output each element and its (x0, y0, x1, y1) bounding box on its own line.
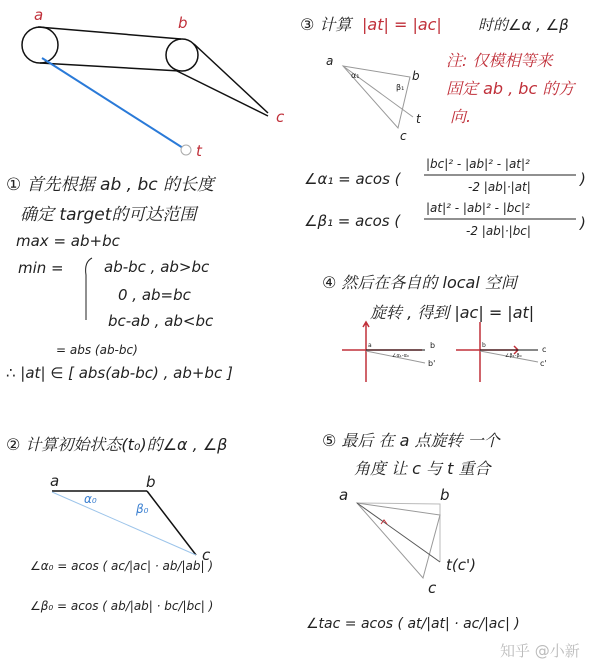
init-label-beta: β₀ (136, 502, 149, 516)
tri-label-alpha: α₁ (351, 71, 360, 80)
target-point (181, 145, 191, 155)
final-label-b: b (440, 486, 450, 504)
axes-a-angle: ∠α₁-α₀ (392, 353, 409, 359)
joint-b (166, 39, 198, 71)
final-line-at (357, 503, 440, 562)
target-line (42, 58, 183, 148)
tri-label-b: b (412, 69, 420, 83)
step5-title-2: 角度 让 c 与 t 重合 (354, 459, 491, 478)
step3-section (300, 15, 586, 238)
local-axes-b (456, 322, 547, 382)
alpha1-lhs: ∠α₁ = acos ( (304, 170, 401, 188)
step3-title-suffix: 时的∠α , ∠β (478, 16, 569, 34)
final-label-a: a (339, 486, 349, 504)
step5-section (306, 431, 580, 660)
bone-ab (38, 27, 181, 71)
segment-ac (52, 492, 196, 555)
beta1-numerator: |at|² - |ab|² - |bc|² (426, 201, 530, 215)
tac-formula: ∠tac = acos ( at/|at| · ac/|ac| ) (306, 616, 520, 632)
step1-title-2: 确定 target的可达范围 (20, 205, 197, 225)
label-a: a (34, 6, 44, 24)
step5-title-1: ⑤ 最后 在 a 点旋转 一个 (322, 431, 500, 450)
step3-title-prefix: ③ 计算 (300, 15, 352, 34)
note-line-1: 注: 仅模相等来 (446, 51, 553, 70)
brace (86, 258, 92, 320)
min-case-2: 0 , ab=bc (118, 286, 191, 304)
init-label-c: c (202, 546, 211, 564)
step4-section (322, 273, 547, 382)
init-label-a: a (50, 472, 60, 490)
abs-formula: = abs (ab-bc) (56, 343, 138, 357)
min-label: min = (18, 259, 64, 277)
alpha1-close: ) (580, 170, 586, 188)
step1-title-1: ① 首先根据 ab , bc 的长度 (6, 175, 215, 195)
axes-a-origin: a (368, 342, 372, 349)
step3-title-red: |at| = |ac| (362, 15, 442, 34)
step1-section (6, 175, 233, 382)
beta1-close: ) (580, 214, 586, 232)
tri-label-beta: β₁ (396, 83, 405, 92)
axes-b-origin: b (482, 342, 486, 349)
final-label-c: c (428, 579, 437, 597)
step2-title: ② 计算初始状态(t₀)的∠α , ∠β (6, 435, 228, 454)
min-case-1: ab-bc , ab>bc (104, 258, 210, 276)
tri-label-a: a (326, 54, 334, 68)
note-line-3: 向. (450, 107, 472, 126)
axes-b-end: c (542, 345, 547, 354)
init-label-b: b (146, 473, 156, 491)
label-b: b (178, 14, 188, 32)
local-axes-a (342, 322, 435, 382)
axes-b-angle: ∠β₁-β₀ (505, 353, 522, 359)
step2-section (6, 435, 227, 613)
step4-title-2: 旋转 , 得到 |ac| = |at| (370, 303, 535, 322)
watermark: 知乎 @小新 (500, 642, 580, 660)
note-line-2: 固定 ab , bc 的方 (446, 79, 575, 98)
alpha1-numerator: |bc|² - |ab|² - |at|² (426, 157, 530, 171)
label-t: t (196, 142, 202, 160)
final-label-t: t(c') (446, 556, 476, 574)
two-bone-diagram (22, 6, 285, 160)
beta0-formula: ∠β₀ = acos ( ab/|ab| · bc/|bc| ) (30, 599, 214, 613)
segment-bc (147, 491, 196, 555)
alpha1-denominator: -2 |ab|·|at| (468, 180, 531, 194)
beta1-denominator: -2 |ab|·|bc| (466, 224, 531, 238)
axes-a-end: b (430, 341, 436, 350)
label-c: c (276, 108, 285, 126)
joint-a (22, 27, 58, 63)
step4-title-1: ④ 然后在各自的 local 空间 (322, 273, 517, 292)
axes-b-rotated: c' (540, 359, 547, 368)
tri-label-c: c (400, 129, 407, 143)
final-triangle (357, 503, 440, 578)
beta1-lhs: ∠β₁ = acos ( (304, 212, 401, 230)
alpha0-formula: ∠α₀ = acos ( ac/|ac| · ab/|ab| ) (30, 559, 214, 573)
min-case-3: bc-ab , ab<bc (108, 312, 214, 330)
axes-a-rotated: b' (428, 359, 436, 368)
range-conclusion: ∴ |at| ∈ [ abs(ab-bc) , ab+bc ] (6, 364, 233, 382)
tri-label-t: t (416, 112, 421, 126)
max-formula: max = ab+bc (16, 232, 120, 250)
bone-bc (175, 44, 268, 116)
init-label-alpha: α₀ (84, 492, 97, 506)
